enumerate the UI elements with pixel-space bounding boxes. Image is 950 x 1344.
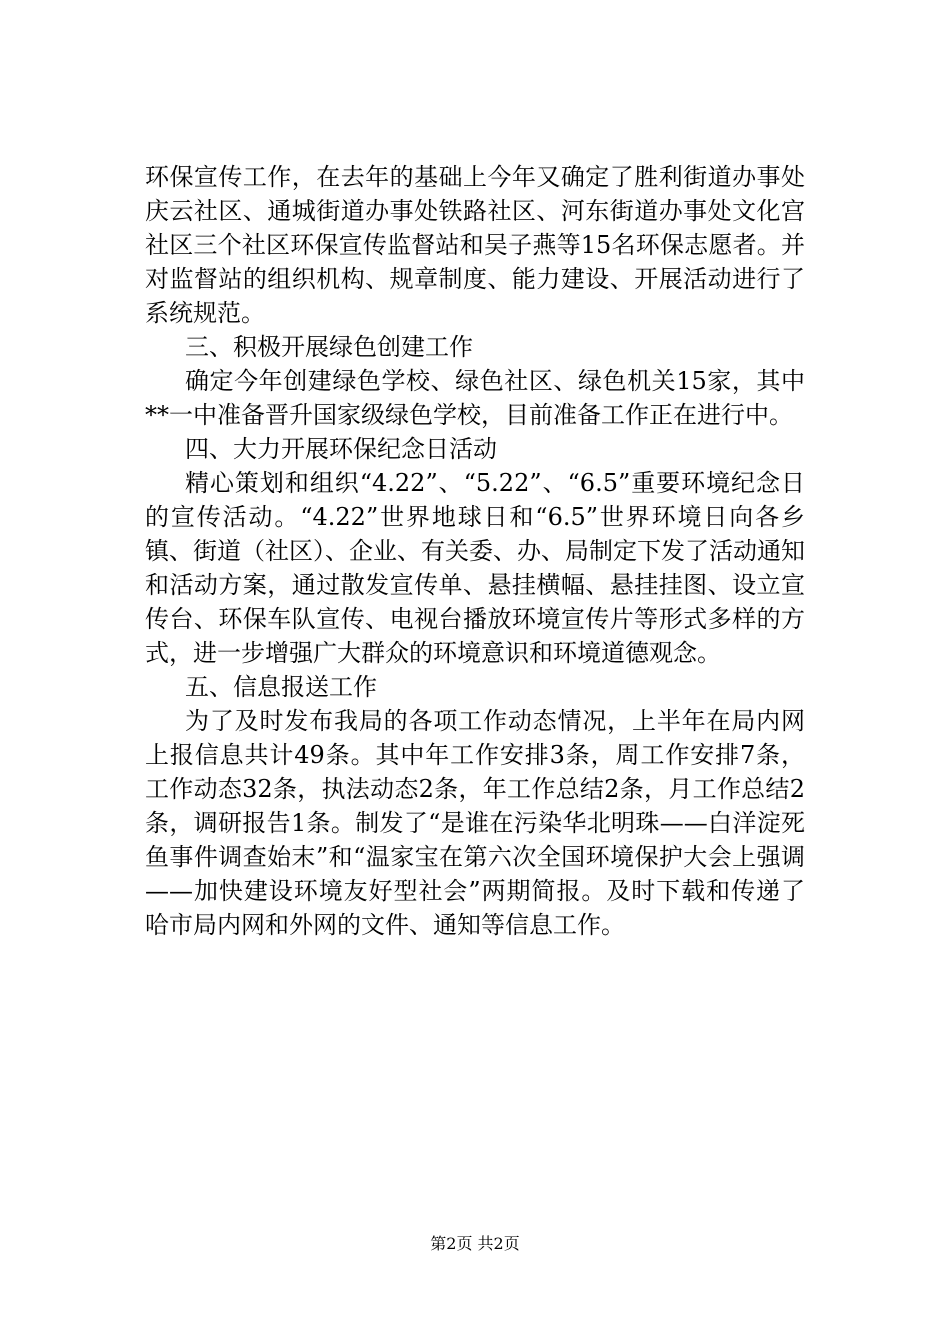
- page-number-label: 第2页 共2页: [430, 1234, 520, 1253]
- document-body: [145, 160, 805, 942]
- section-heading-green-creation: 三、积极开展绿色创建工作: [185, 333, 473, 361]
- paragraph-information-reporting: 为了及时发布我局的各项工作动态情况，上半年在局内网上报信息共计49条。其中年工作安排3条，周工作安排7条，工作动态32条，执法动态2条，年工作总结2条，月工作总结2条，调研报告1条。制发了“是谁在污染华北明珠——白洋淀死鱼事件调查始末”和“温家宝在第六次全国环境保护大会上强调——加快建设环境友好型社会”两期简报。及时下载和传递了哈市局内网和外网的文件、通知等信息工作。: [145, 707, 805, 939]
- section-heading-commemoration-days: 四、大力开展环保纪念日活动: [185, 435, 497, 463]
- page-footer: [0, 1234, 950, 1254]
- paragraph-commemoration-days: 精心策划和组织“4.22”、“5.22”、“6.5”重要环境纪念日的宣传活动。“4.22”世界地球日和“6.5”世界环境日向各乡镇、街道（社区）、企业、有关委、办、局制定下发了活动通知和活动方案，通过散发宣传单、悬挂横幅、悬挂挂图、设立宣传台、环保车队宣传、电视台播放环境宣传片等形式多样的方式，进一步增强广大群众的环境意识和环境道德观念。: [145, 469, 805, 667]
- paragraph-publicity-continued: 环保宣传工作，在去年的基础上今年又确定了胜利街道办事处庆云社区、通城街道办事处铁路社区、河东街道办事处文化宫社区三个社区环保宣传监督站和吴子燕等15名环保志愿者。并对监督站的组织机构、规章制度、能力建设、开展活动进行了系统规范。: [145, 163, 805, 327]
- section-heading-information-reporting: 五、信息报送工作: [185, 673, 377, 701]
- paragraph-green-creation: 确定今年创建绿色学校、绿色社区、绿色机关15家，其中**一中准备晋升国家级绿色学校，目前准备工作正在进行中。: [145, 367, 805, 429]
